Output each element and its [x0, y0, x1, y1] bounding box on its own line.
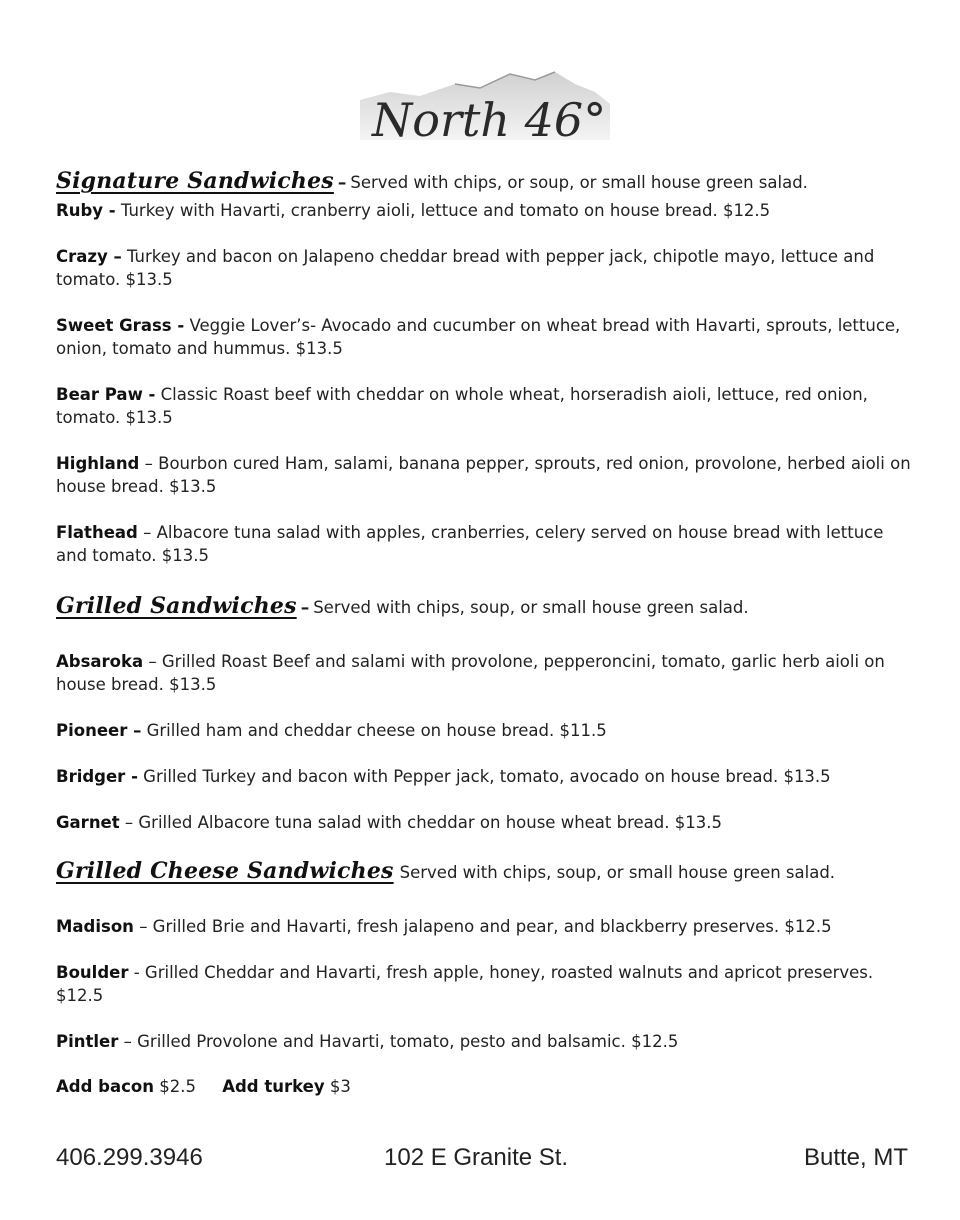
- item-description: – Grilled Albacore tuna salad with cheddar on house wheat bread. $13.5: [124, 813, 722, 832]
- item-description: Veggie Lover’s- Avocado and cucumber on wheat bread with Havarti, sprouts, lettuce, onion, tomato and hummus. $13.5: [56, 316, 901, 358]
- add-ons: [56, 1075, 916, 1098]
- item-description: Grilled Turkey and bacon with Pepper jack, tomato, avocado on house bread. $13.5: [143, 767, 831, 786]
- menu-item: [56, 961, 916, 1007]
- section-dash: –: [337, 173, 347, 193]
- section-title: Grilled Sandwiches: [56, 593, 297, 619]
- section-note: Served with chips, soup, or small house green salad.: [399, 863, 836, 882]
- item-name: Sweet Grass -: [56, 316, 185, 335]
- item-name: Bear Paw -: [56, 385, 156, 404]
- item-description: Turkey with Havarti, cranberry aioli, lettuce and tomato on house bread. $12.5: [120, 201, 771, 220]
- item-name: Bridger -: [56, 767, 138, 786]
- section-title: Grilled Cheese Sandwiches: [56, 858, 394, 884]
- section-heading-grilled: [56, 595, 916, 620]
- menu-item: [56, 383, 916, 429]
- phone-number: 406.299.3946: [56, 1144, 203, 1171]
- footer: [56, 1144, 908, 1174]
- menu-item: [56, 811, 916, 834]
- item-description: – Bourbon cured Ham, salami, banana pepper, sprouts, red onion, provolone, herbed aioli on house bread. $13.5: [56, 454, 911, 496]
- section-heading-signature: [56, 170, 916, 195]
- item-name: Flathead: [56, 523, 138, 542]
- addon-label: Add turkey: [222, 1077, 325, 1096]
- item-name: Highland: [56, 454, 140, 473]
- menu-item: [56, 199, 916, 222]
- item-name: Garnet: [56, 813, 120, 832]
- menu-item: [56, 245, 916, 291]
- section-title: Signature Sandwiches: [56, 168, 334, 194]
- item-description: – Albacore tuna salad with apples, cranberries, celery served on house bread with lettuce and tomato. $13.5: [56, 523, 884, 565]
- item-description: – Grilled Provolone and Havarti, tomato, pesto and balsamic. $12.5: [123, 1032, 679, 1051]
- item-description: – Grilled Roast Beef and salami with provolone, pepperoncini, tomato, garlic herb aioli on house bread. $13.5: [56, 652, 885, 694]
- logo-wordmark: North 46°: [372, 93, 607, 147]
- item-name: Pintler: [56, 1032, 119, 1051]
- menu-item: [56, 314, 916, 360]
- addon-label: Add bacon: [56, 1077, 154, 1096]
- item-description: Turkey and bacon on Jalapeno cheddar bread with pepper jack, chipotle mayo, lettuce and tomato. $13.5: [56, 247, 875, 289]
- item-description: – Grilled Brie and Havarti, fresh jalapeno and pear, and blackberry preserves. $12.5: [139, 917, 832, 936]
- item-name: Pioneer –: [56, 721, 142, 740]
- logo: [360, 62, 610, 152]
- item-name: Crazy –: [56, 247, 122, 266]
- item-name: Ruby -: [56, 201, 116, 220]
- addon-price: $2.5: [159, 1077, 196, 1096]
- item-description: - Grilled Cheddar and Havarti, fresh apple, honey, roasted walnuts and apricot preserves. $12.5: [56, 963, 874, 1005]
- menu-item: [56, 765, 916, 788]
- item-description: Classic Roast beef with cheddar on whole wheat, horseradish aioli, lettuce, red onion, tomato. $13.5: [56, 385, 868, 427]
- section-dash: –: [300, 598, 310, 618]
- menu-item: [56, 452, 916, 498]
- street-address: 102 E Granite St.: [384, 1144, 569, 1171]
- menu-item: [56, 650, 916, 696]
- menu-item: [56, 521, 916, 567]
- mountain-logo-icon: [360, 62, 610, 152]
- section-note: Served with chips, soup, or small house green salad.: [313, 598, 749, 617]
- city-state: Butte, MT: [803, 1144, 908, 1171]
- item-name: Madison: [56, 917, 134, 936]
- item-description: Grilled ham and cheddar cheese on house bread. $11.5: [146, 721, 607, 740]
- menu-item: [56, 719, 916, 742]
- menu-item: [56, 1030, 916, 1053]
- menu-item: [56, 915, 916, 938]
- section-heading-grilled-cheese: [56, 860, 916, 885]
- section-note: Served with chips, or soup, or small house green salad.: [350, 173, 808, 192]
- item-name: Boulder: [56, 963, 129, 982]
- menu-content: [56, 170, 916, 1098]
- addon-price: $3: [329, 1077, 351, 1096]
- item-name: Absaroka: [56, 652, 144, 671]
